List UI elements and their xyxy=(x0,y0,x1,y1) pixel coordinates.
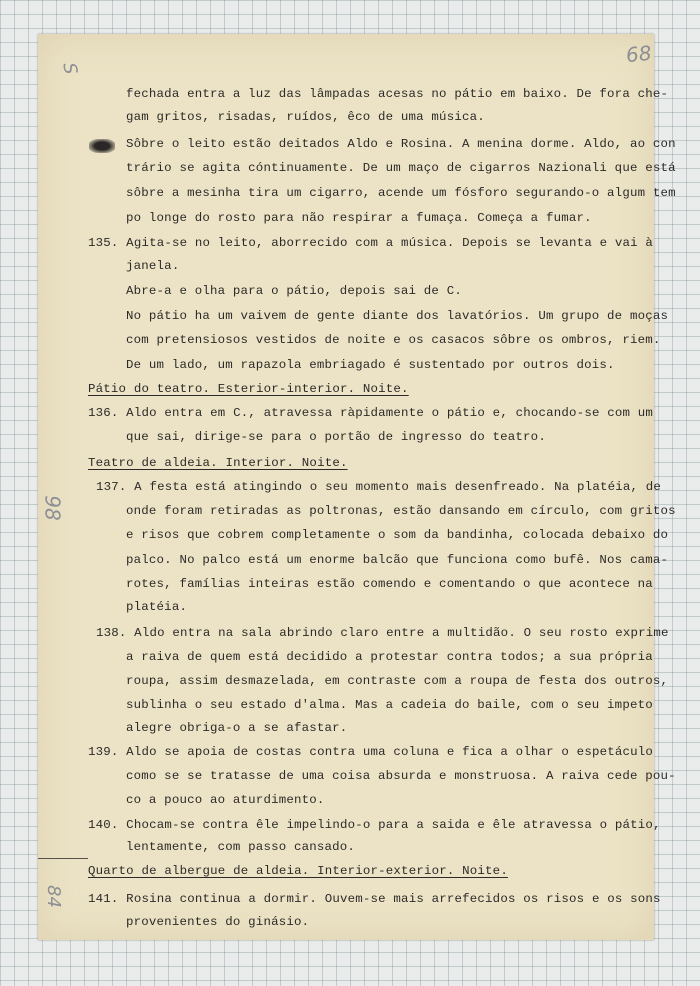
text-line: provenientes do ginásio. xyxy=(126,915,310,929)
ink-blot xyxy=(89,139,115,153)
text-line: sublinha o seu estado d'alma. Mas a cadeia do baile, com o seu impeto xyxy=(126,698,653,712)
text-line: rotes, famílias inteiras estão comendo e comentando o que acontece na xyxy=(126,577,653,591)
text-line: Sôbre o leito estão deitados Aldo e Rosina. A menina dorme. Aldo, ao con xyxy=(126,137,676,151)
text-line: que sai, dirige-se para o portão de ingresso do teatro. xyxy=(126,430,546,444)
text-line: sôbre a mesinha tira um cigarro, acende um fósforo segurando-o algum tem xyxy=(126,186,676,200)
text-line: 140. Chocam-se contra êle impelindo-o para a saida e êle atravessa o pátio, xyxy=(88,818,661,832)
bottom-margin-number: 84 xyxy=(42,885,64,908)
text-line: 141. Rosina continua a dormir. Ouvem-se mais arrefecidos os risos e os sons xyxy=(88,892,661,906)
text-line: No pátio ha um vaivem de gente diante dos lavatórios. Um grupo de moças xyxy=(126,309,669,323)
text-line: Abre-a e olha para o pátio, depois sai de C. xyxy=(126,284,462,298)
text-line: roupa, assim desmazelada, em contraste com a roupa de festa dos outros, xyxy=(126,674,669,688)
text-line: De um lado, um rapazola embriagado é sustentado por outros dois. xyxy=(126,358,615,372)
text-line: platéia. xyxy=(126,600,188,614)
text-line: po longe do rosto para não respirar a fumaça. Começa a fumar. xyxy=(126,211,592,225)
corner-mark: S xyxy=(58,61,82,76)
text-line: co a pouco ao aturdimento. xyxy=(126,793,325,807)
text-line: 136. Aldo entra em C., atravessa ràpidamente o pátio e, chocando-se com um xyxy=(88,406,654,420)
section-divider xyxy=(38,858,88,859)
page-number: 68 xyxy=(624,40,653,68)
text-line: 139. Aldo se apoia de costas contra uma coluna e fica a olhar o espetáculo xyxy=(88,745,654,759)
text-line: 135. Agita-se no leito, aborrecido com a música. Depois se levanta e vai à xyxy=(88,236,654,250)
text-line: lentamente, com passo cansado. xyxy=(126,840,356,854)
text-line: alegre obriga-o a se afastar. xyxy=(126,721,348,735)
text-line: com pretensiosos vestidos de noite e os casacos sôbre os ombros, riem. xyxy=(126,333,661,347)
text-line: a raiva de quem está decidido a protestar contra todos; a sua própria xyxy=(126,650,653,664)
text-line: 138. Aldo entra na sala abrindo claro entre a multidão. O seu rosto exprime xyxy=(96,626,669,640)
text-line: 137. A festa está atingindo o seu momento mais desenfreado. Na platéia, de xyxy=(96,480,662,494)
text-line: e risos que cobrem completamente o som da bandinha, colocada debaixo do xyxy=(126,528,669,542)
text-line: trário se agita cóntinuamente. De um maço de cigarros Nazionali que está xyxy=(126,161,676,175)
text-line: gam gritos, risadas, ruídos, êco de uma música. xyxy=(126,110,485,124)
text-line: janela. xyxy=(126,259,180,273)
text-line: palco. No palco está um enorme balcão que funciona como bufê. Nos cama- xyxy=(126,553,669,567)
scene-heading: Quarto de albergue de aldeia. Interior-exterior. Noite. xyxy=(88,864,508,878)
text-line: como se se tratasse de uma coisa absurda e monstruosa. A raiva cede pou- xyxy=(126,769,676,783)
margin-number: 98 xyxy=(40,495,65,521)
text-line: fechada entra a luz das lâmpadas acesas no pátio em baixo. De fora che- xyxy=(126,87,669,101)
text-line: onde foram retiradas as poltronas, estão dansando em círculo, com gritos xyxy=(126,504,676,518)
scene-heading: Teatro de aldeia. Interior. Noite. xyxy=(88,456,348,470)
scene-heading: Pátio do teatro. Esterior-interior. Noite. xyxy=(88,382,409,396)
